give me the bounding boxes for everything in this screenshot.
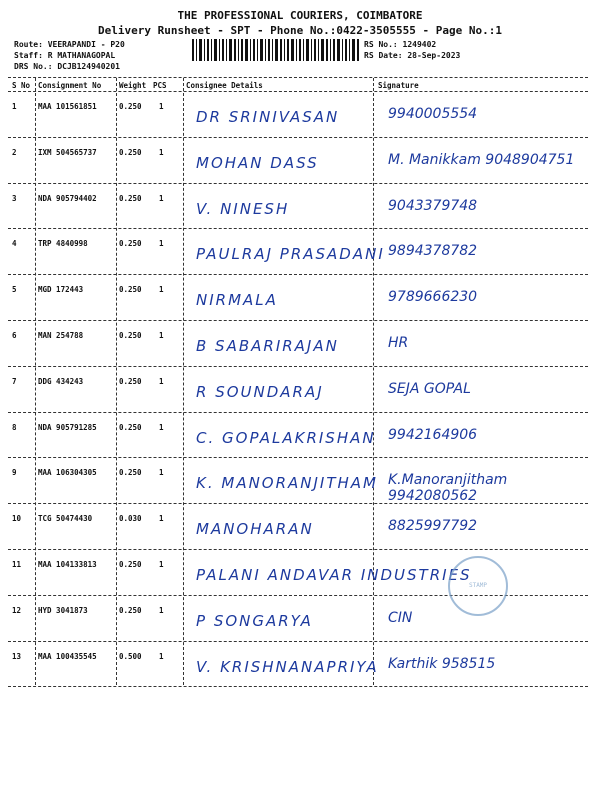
- row-pcs: 1: [159, 560, 164, 569]
- row-weight: 0.250: [119, 147, 142, 157]
- row-signature: CIN: [388, 609, 413, 626]
- row-consignment: MAA 100435545: [38, 651, 97, 661]
- row-consignment: IXM 504565737: [38, 147, 97, 157]
- row-weight: 0.250: [119, 331, 142, 340]
- staff-label: Staff: R MATHANAGOPAL: [14, 51, 116, 60]
- row-consignment: MGD 172443: [38, 285, 84, 295]
- company-title: THE PROFESSIONAL COURIERS, COIMBATORE: [177, 9, 423, 22]
- row-pcs: 1: [159, 651, 164, 661]
- row-weight: 0.500: [119, 651, 142, 661]
- row-consignment: TRP 4840998: [38, 239, 88, 249]
- row-sno: 2: [12, 147, 17, 157]
- row-divider: [8, 503, 588, 504]
- row-consignment: HYD 3041873: [38, 605, 88, 615]
- row-consignee: PAULRAJ PRASADANI: [196, 245, 385, 264]
- row-weight: 0.250: [119, 239, 142, 249]
- row-pcs: 1: [159, 102, 164, 111]
- row-consignment: NDA 905791285: [38, 422, 97, 432]
- row-signature: 9942164906: [388, 426, 478, 443]
- drs-label: DRS No.: DCJB124940201: [14, 62, 120, 71]
- rs-date: RS Date: 28-Sep-2023: [364, 51, 461, 60]
- row-consignment: DDG 434243: [38, 376, 84, 386]
- row-sno: 9: [12, 468, 17, 478]
- row-consignment: NDA 905794402: [38, 193, 97, 203]
- row-divider: [8, 641, 588, 642]
- col-sno: S No: [12, 81, 31, 90]
- row-consignee: P SONGARYA: [196, 611, 313, 630]
- row-consignee: R SOUNDARAJ: [196, 382, 324, 401]
- row-consignee: DR SRINIVASAN: [196, 108, 340, 126]
- row-consignee: C. GOPALAKRISHAN: [196, 428, 376, 447]
- row-sno: 1: [12, 102, 17, 111]
- row-pcs: 1: [159, 147, 164, 157]
- row-pcs: 1: [159, 605, 164, 615]
- row-sno: 6: [12, 331, 17, 340]
- row-consignment: MAA 101561851: [38, 102, 97, 111]
- row-divider: [8, 457, 588, 458]
- row-consignee: PALANI ANDAVAR INDUSTRIES: [196, 566, 472, 584]
- row-signature: K.Manoranjitham 9942080562: [388, 472, 508, 505]
- row-weight: 0.030: [119, 514, 142, 524]
- row-signature: 9043379748: [388, 197, 478, 214]
- row-weight: 0.250: [119, 376, 142, 386]
- row-signature: SEJA GOPAL: [388, 380, 471, 397]
- row-consignee: K. MANORANJITHAM: [196, 474, 378, 493]
- row-weight: 0.250: [119, 102, 142, 111]
- row-pcs: 1: [159, 239, 164, 249]
- rs-number: RS No.: 1249402: [364, 40, 437, 49]
- row-sno: 11: [12, 560, 22, 569]
- row-pcs: 1: [159, 514, 164, 524]
- table-top-rule: [8, 77, 588, 78]
- row-divider: [8, 549, 588, 550]
- col-signature: Signature: [378, 81, 419, 90]
- row-divider: [8, 274, 588, 275]
- row-signature: 9789666230: [388, 289, 478, 306]
- row-weight: 0.250: [119, 193, 142, 203]
- row-consignee: NIRMALA: [196, 291, 278, 310]
- row-pcs: 1: [159, 285, 164, 295]
- row-weight: 0.250: [119, 468, 142, 478]
- row-sno: 4: [12, 239, 17, 249]
- courier-stamp: STAMP: [448, 556, 508, 616]
- row-consignment: MAA 104133813: [38, 560, 97, 569]
- row-consignment: TCG 50474430: [38, 514, 93, 524]
- row-pcs: 1: [159, 331, 164, 340]
- barcode-icon: [192, 39, 362, 63]
- row-signature: Karthik 958515: [388, 655, 496, 672]
- row-signature: HR: [388, 335, 409, 351]
- row-divider: [8, 183, 588, 184]
- row-consignment: MAA 106304305: [38, 468, 97, 478]
- row-pcs: 1: [159, 193, 164, 203]
- row-sno: 13: [12, 651, 22, 661]
- row-sno: 5: [12, 285, 17, 295]
- row-divider: [8, 137, 588, 138]
- row-consignee: MANOHARAN: [196, 520, 314, 539]
- row-pcs: 1: [159, 468, 164, 478]
- row-signature: 8825997792: [388, 518, 478, 535]
- col-consignee: Consignee Details: [186, 81, 263, 90]
- row-divider: [8, 366, 588, 367]
- row-weight: 0.250: [119, 560, 142, 569]
- route-label: Route: VEERAPANDI - P20: [14, 40, 125, 49]
- row-pcs: 1: [159, 422, 164, 432]
- row-weight: 0.250: [119, 422, 142, 432]
- row-pcs: 1: [159, 376, 164, 386]
- row-consignee: B SABARIRAJAN: [196, 337, 339, 355]
- row-signature: M. Manikkam 9048904751: [388, 151, 575, 168]
- col-weight: Weight: [119, 81, 147, 90]
- row-consignment: MAN 254788: [38, 331, 84, 340]
- row-sno: 8: [12, 422, 17, 432]
- row-sno: 3: [12, 193, 17, 203]
- row-consignee: V. KRISHNANAPRIYA: [196, 657, 379, 676]
- row-weight: 0.250: [119, 605, 142, 615]
- row-sno: 10: [12, 514, 22, 524]
- row-divider: [8, 686, 588, 687]
- col-consignment: Consignment No: [38, 81, 102, 90]
- row-signature: 9894378782: [388, 243, 478, 260]
- table-header-rule: [8, 91, 588, 92]
- row-consignee: V. NINESH: [196, 199, 290, 218]
- runsheet-subtitle: Delivery Runsheet - SPT - Phone No.:0422-3505555 - Page No.:1: [98, 24, 502, 37]
- col-pcs: PCS: [153, 81, 167, 90]
- row-consignee: MOHAN DASS: [196, 153, 319, 172]
- row-divider: [8, 412, 588, 413]
- row-sno: 12: [12, 605, 22, 615]
- row-divider: [8, 320, 588, 321]
- row-sno: 7: [12, 376, 17, 386]
- row-signature: 9940005554: [388, 106, 478, 122]
- row-weight: 0.250: [119, 285, 142, 295]
- row-divider: [8, 228, 588, 229]
